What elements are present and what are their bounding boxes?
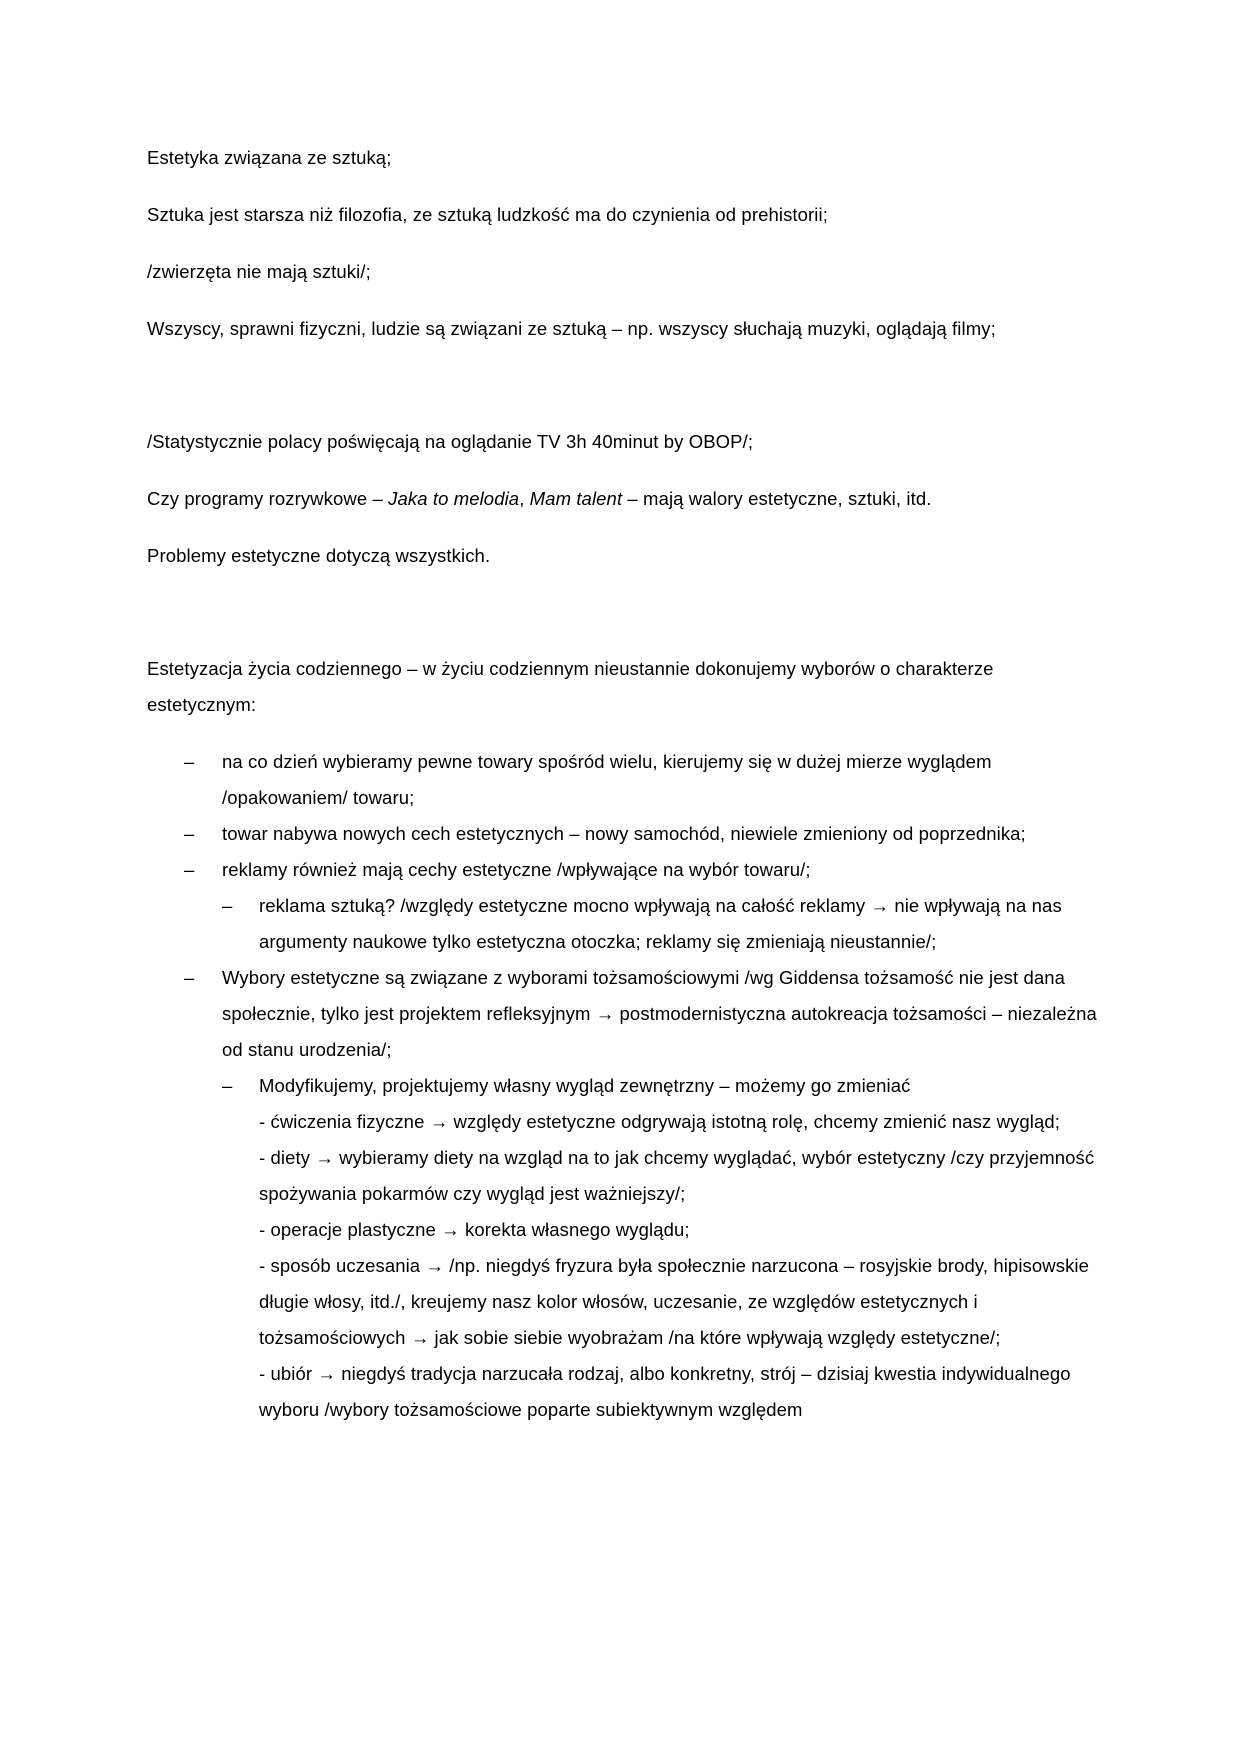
paragraph: /Statystycznie polacy poświęcają na oglądanie TV 3h 40minut by OBOP/; <box>147 431 754 452</box>
text-run: , <box>519 488 530 509</box>
list-item-text: towar nabywa nowych cech estetycznych – nowy samochód, niewiele zmieniony od poprzednika; <box>222 823 1026 844</box>
paragraph: Sztuka jest starsza niż filozofia, ze sztuką ludzkość ma do czynienia od prehistorii; <box>147 204 828 225</box>
dash-bullet: – <box>184 967 195 988</box>
sub-point: - ćwiczenia fizyczne → względy estetyczne odgrywają istotną rolę, chcemy zmienić nasz wygląd; <box>259 1111 1061 1132</box>
paragraph: Estetyzacja życia codziennego – w życiu codziennym nieustannie dokonujemy wyborów o charakterze estetycznym: <box>147 658 994 715</box>
text-run: – mają walory estetyczne, sztuki, itd. <box>622 488 932 509</box>
list-item-heading: Modyfikujemy, projektujemy własny wygląd zewnętrzny – możemy go zmieniać <box>259 1075 911 1096</box>
text-run: Czy programy rozrywkowe – <box>147 488 389 509</box>
sub-point: - sposób uczesania → /np. niegdyś fryzura była społecznie narzucona – rosyjskie brody, hipisowskie długie włosy, itd./, kreujemy nasz kolor włosów, uczesanie, ze względów estetycznych i tożsamościowych → jak sobie siebie wyobrażam /na które wpływają względy estetyczne/; <box>259 1255 1090 1348</box>
sub-list-item <box>147 1068 1102 1428</box>
paragraph: Estetyka związana ze sztuką; <box>147 147 392 168</box>
sub-point: - operacje plastyczne → korekta własnego wyglądu; <box>259 1219 690 1240</box>
sub-point: - diety → wybieramy diety na wzgląd na to jak chcemy wyglądać, wybór estetyczny /czy przyjemność spożywania pokarmów czy wygląd jest ważniejszy/; <box>259 1147 1095 1204</box>
document-body <box>147 140 1102 1428</box>
list-item <box>147 852 1102 888</box>
list-item <box>147 744 1102 816</box>
paragraph: /zwierzęta nie mają sztuki/; <box>147 261 371 282</box>
dash-bullet: – <box>184 751 195 772</box>
list-item-text: reklamy również mają cechy estetyczne /wpływające na wybór towaru/; <box>222 859 811 880</box>
dash-bullet: – <box>222 1075 233 1096</box>
paragraph: Wszyscy, sprawni fizyczni, ludzie są związani ze sztuką – np. wszyscy słuchają muzyki, oglądają filmy; <box>147 318 996 339</box>
list-item-text: Wybory estetyczne są związane z wyborami tożsamościowymi /wg Giddensa tożsamość nie jest dana społecznie, tylko jest projektem refleksyjnym → postmodernistyczna autokreacja tożsamości – niezależna od stanu urodzenia/; <box>222 967 1097 1060</box>
italic-title: Mam talent <box>529 488 623 509</box>
dash-bullet: – <box>184 859 195 880</box>
list-item-text: na co dzień wybieramy pewne towary spośród wielu, kierujemy się w dużej mierze wyglądem /opakowaniem/ towaru; <box>222 751 992 808</box>
bullet-list <box>147 744 1102 1428</box>
sub-list-item <box>147 888 1102 960</box>
list-item <box>147 816 1102 852</box>
sub-point: - ubiór → niegdyś tradycja narzucała rodzaj, albo konkretny, strój – dzisiaj kwestia indywidualnego wyboru /wybory tożsamościowe poparte subiektywnym względem <box>259 1363 1071 1420</box>
italic-title: Jaka to melodia <box>388 488 520 509</box>
list-item-text: reklama sztuką? /względy estetyczne mocno wpływają na całość reklamy → nie wpływają na nas argumenty naukowe tylko estetyczna otoczka; reklamy się zmieniają nieustannie/; <box>259 895 1062 952</box>
dash-bullet: – <box>184 823 195 844</box>
list-item <box>147 960 1102 1068</box>
dash-bullet: – <box>222 895 233 916</box>
paragraph: Problemy estetyczne dotyczą wszystkich. <box>147 545 491 566</box>
paragraph <box>147 481 1102 517</box>
